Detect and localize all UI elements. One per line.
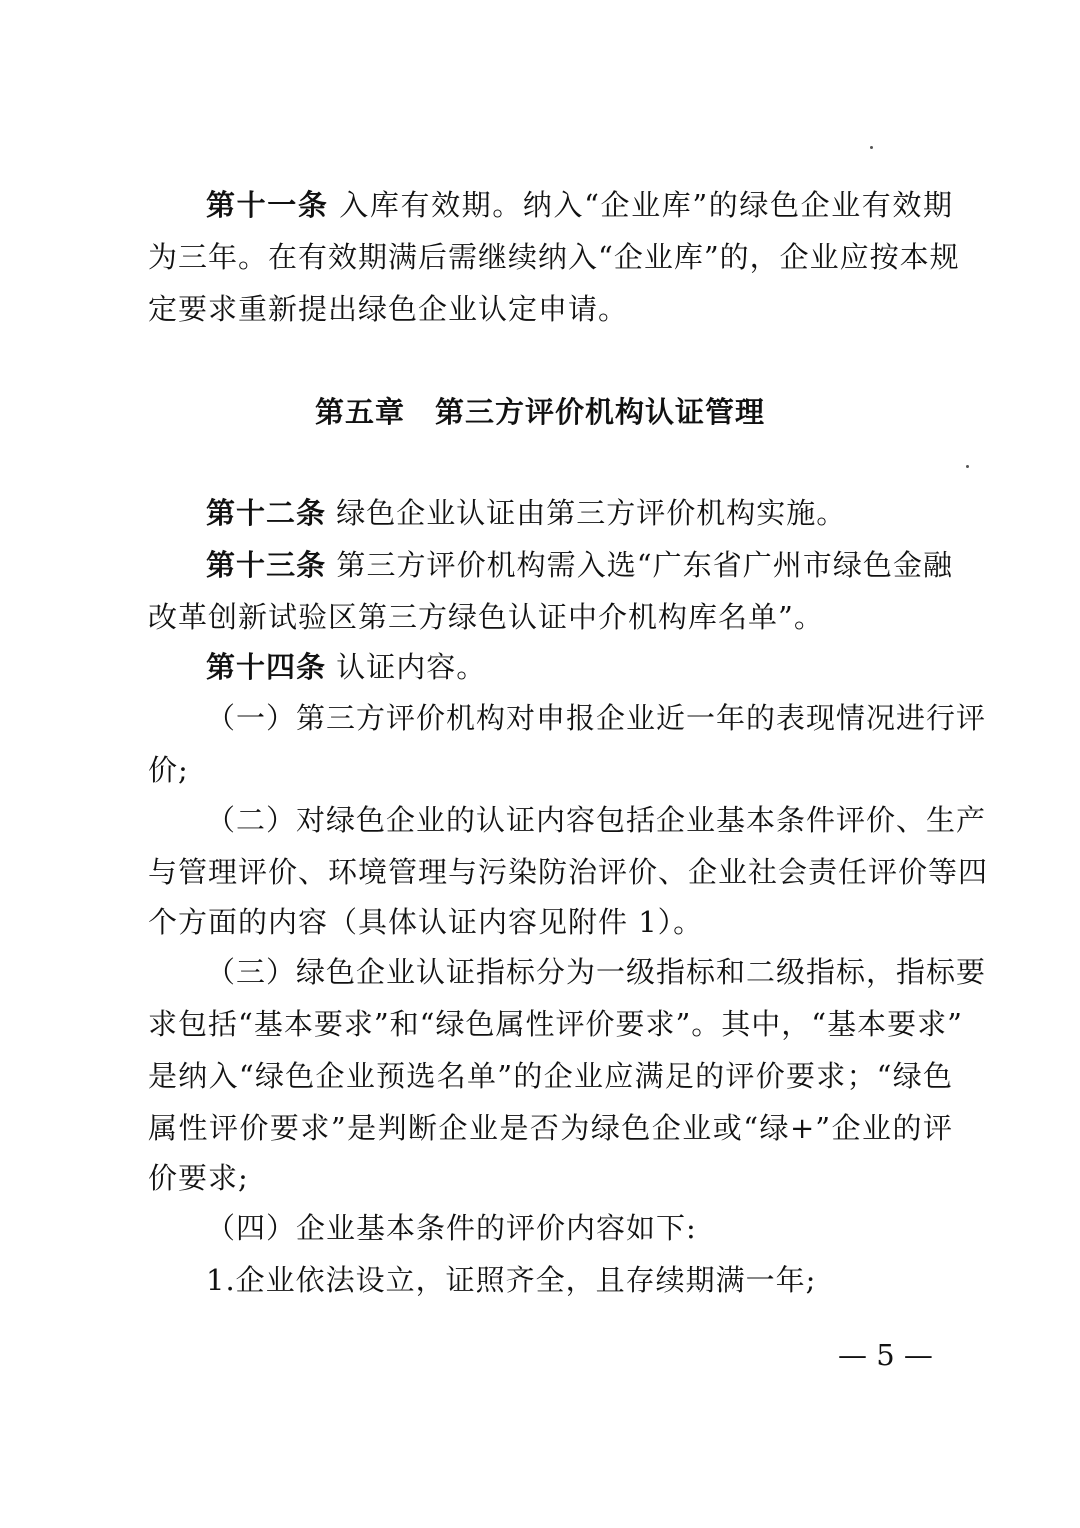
article-11-line-1 <box>206 185 953 225</box>
item-2-line-1: （二）对绿色企业的认证内容包括企业基本条件评价、生产 <box>206 803 987 837</box>
item-3-line-2: 求包括“基本要求”和“绿色属性评价要求”。其中，“基本要求” <box>148 1007 963 1041</box>
article-11-line-3: 定要求重新提出绿色企业认定申请。 <box>148 292 629 326</box>
item-4-sub-1: 1.企业依法设立，证照齐全，且存续期满一年; <box>206 1263 817 1297</box>
scan-speck <box>966 465 969 468</box>
article-text: 第三方评价机构需入选“广东省广州市绿色金融 <box>336 548 953 582</box>
article-14 <box>206 647 953 687</box>
article-11-line-2: 为三年。在有效期满后需继续纳入“企业库”的，企业应按本规 <box>148 240 960 274</box>
item-2-line-2: 与管理评价、环境管理与污染防治评价、企业社会责任评价等四 <box>148 855 989 889</box>
article-text: 认证内容。 <box>336 650 487 684</box>
item-3-line-5: 价要求; <box>148 1161 249 1195</box>
article-label: 第十二条 <box>206 496 327 530</box>
article-13-line-2: 改革创新试验区第三方绿色认证中介机构库名单”。 <box>148 600 824 634</box>
article-12 <box>206 493 953 533</box>
chapter-heading: 第五章 第三方评价机构认证管理 <box>314 395 765 429</box>
article-text: 入库有效期。纳入“企业库”的绿色企业有效期 <box>339 188 953 222</box>
item-3-line-1: （三）绿色企业认证指标分为一级指标和二级指标，指标要 <box>206 955 987 989</box>
article-13-line-1 <box>206 545 953 585</box>
scan-speck <box>870 146 873 149</box>
item-3-line-3: 是纳入“绿色企业预选名单”的企业应满足的评价要求；“绿色 <box>148 1059 953 1093</box>
item-1-line-2: 价; <box>148 753 189 787</box>
item-4: （四）企业基本条件的评价内容如下: <box>206 1211 697 1245</box>
item-1-line-1: （一）第三方评价机构对申报企业近一年的表现情况进行评 <box>206 701 987 735</box>
article-label: 第十一条 <box>206 188 329 222</box>
page-number: — 5 — <box>838 1338 933 1372</box>
item-3-line-4: 属性评价要求”是判断企业是否为绿色企业或“绿+”企业的评 <box>148 1111 953 1145</box>
article-label: 第十四条 <box>206 650 327 684</box>
item-2-line-3: 个方面的内容（具体认证内容见附件 1）。 <box>148 905 704 939</box>
article-text: 绿色企业认证由第三方评价机构实施。 <box>336 496 847 530</box>
article-label: 第十三条 <box>206 548 327 582</box>
